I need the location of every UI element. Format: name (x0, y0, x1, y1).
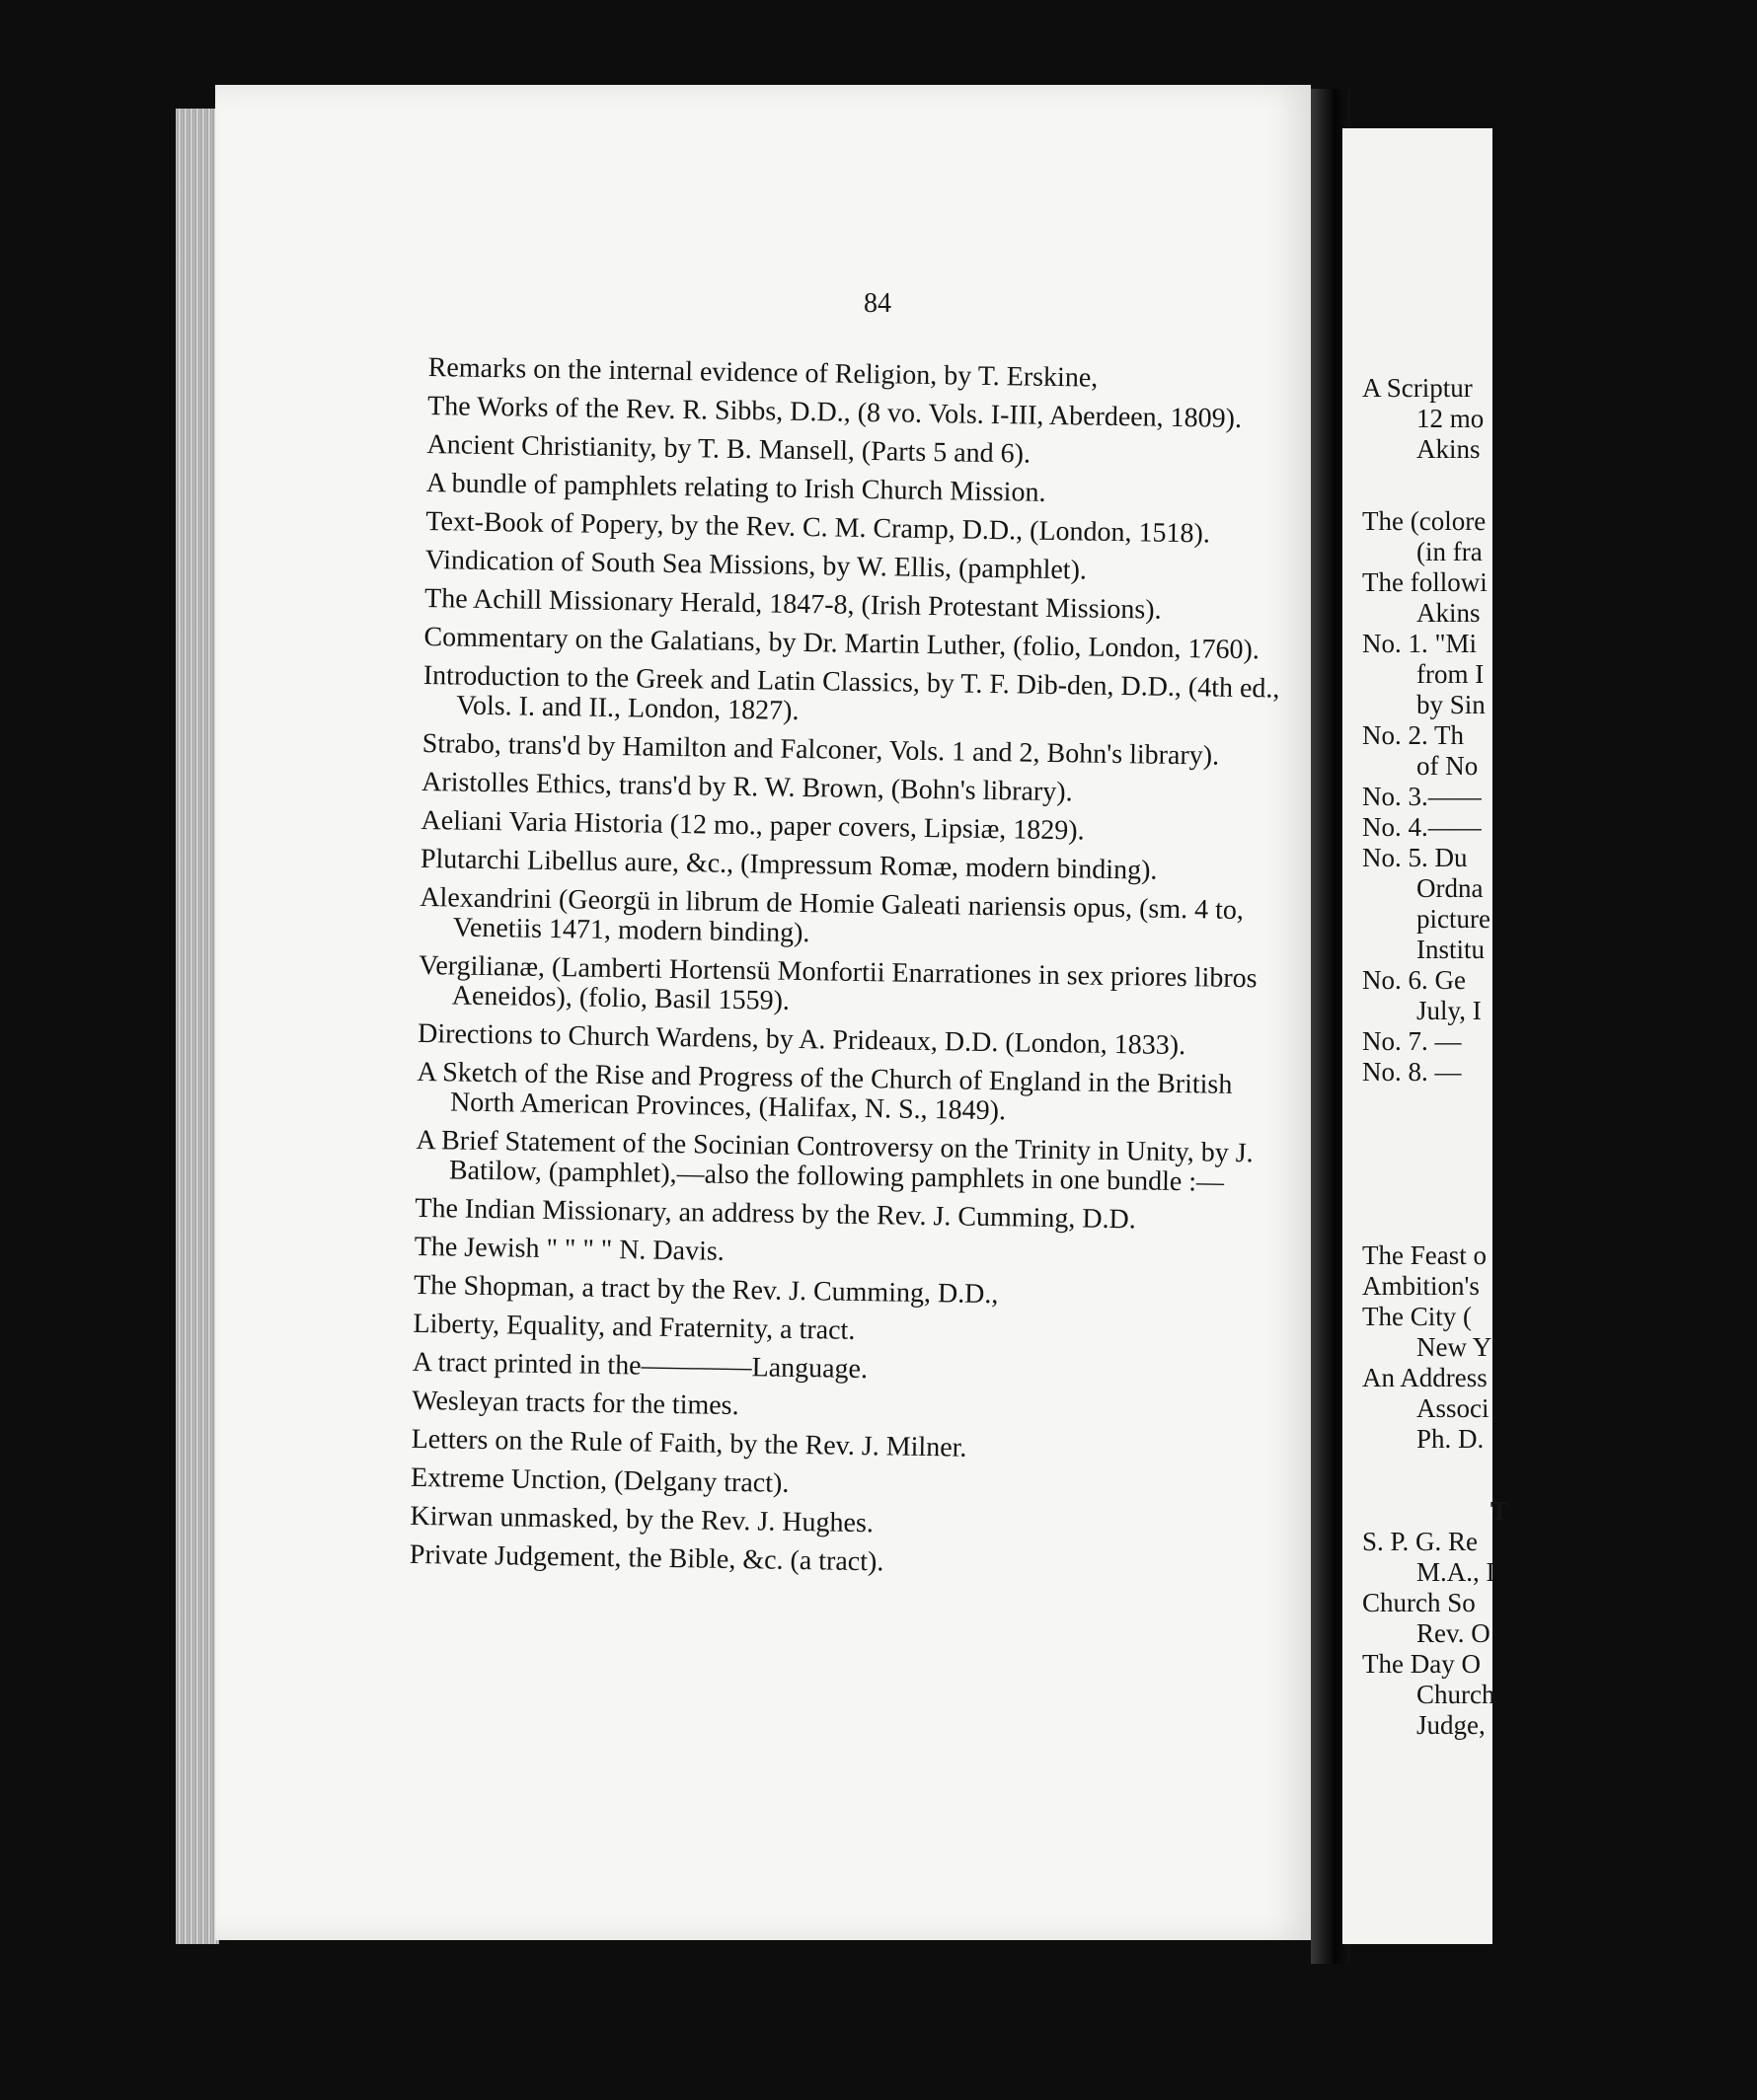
catalogue-entry: Vindication of South Sea Missions, by W. Ellis, (pamphlet). (424, 544, 1088, 586)
right-line: Rev. O (1416, 1618, 1490, 1648)
right-line: The (colore (1362, 506, 1487, 536)
catalogue-entry: The Shopman, a tract by the Rev. J. Cumming, D.D., (413, 1269, 999, 1311)
catalogue-entry: The Indian Missionary, an address by the Rev. J. Cumming, D.D. (415, 1192, 1137, 1236)
catalogue-entry: Extreme Unction, (Delgany tract). (410, 1462, 790, 1499)
right-line: Church (1416, 1680, 1495, 1709)
right-line: An Address (1362, 1363, 1488, 1392)
right-line: July, I (1416, 996, 1482, 1025)
catalogue-entry: Letters on the Rule of Faith, by the Rev. J. Milner. (411, 1423, 967, 1463)
catalogue-entry: Aeliani Varia Historia (12 mo., paper covers, Lipsiæ, 1829). (420, 804, 1085, 847)
right-line: Institu (1416, 935, 1486, 964)
right-line: Ordna (1416, 873, 1484, 903)
catalogue-entry: Strabo, trans'd by Hamilton and Falconer, Vols. 1 and 2, Bohn's library). (421, 727, 1220, 772)
right-line: Church So (1362, 1588, 1476, 1617)
catalogue-entry: A Sketch of the Rise and Progress of the Church of England in the British North American Provinces, (Halifax, N. S., 1849). (417, 1056, 1233, 1127)
catalogue-entry: Text-Book of Popery, by the Rev. C. M. Cramp, D.D., (London, 1518). (425, 505, 1211, 550)
right-line: No. 3.—— (1362, 782, 1482, 811)
right-line: No. 6. Ge (1362, 965, 1466, 995)
right-line: The Feast o (1362, 1240, 1487, 1270)
right-line: No. 2. Th (1362, 720, 1465, 750)
catalogue-entry: A bundle of pamphlets relating to Irish Church Mission. (425, 467, 1046, 508)
right-line: M.A., I (1416, 1557, 1495, 1587)
catalogue-entry: Introduction to the Greek and Latin Classics, by T. F. Dib-den, D.D., (4th ed., Vols. I. and II., London, 1827). (422, 659, 1280, 726)
right-line: No. 1. "Mi (1362, 629, 1478, 658)
right-line: Associ (1416, 1393, 1490, 1423)
right-line: Ambition's (1362, 1271, 1480, 1301)
catalogue-entry: Vergilianæ, (Lamberti Hortensü Monfortii Enarrationes in sex priores libros Aeneidos), (folio, Basil 1559). (419, 949, 1258, 1016)
catalogue-entry: Aristolles Ethics, trans'd by R. W. Brown, (Bohn's library). (420, 766, 1073, 808)
catalogue-entry: Remarks on the internal evidence of Religion, by T. Erskine, (427, 352, 1099, 394)
right-line: Judge, (1416, 1710, 1486, 1740)
right-line: The followi (1362, 567, 1488, 597)
catalogue-entry: Plutarchi Libellus aure, &c., (Impressum Romæ, modern binding). (420, 843, 1158, 886)
catalogue-entry: Wesleyan tracts for the times. (412, 1385, 739, 1422)
right-page-entries (1362, 373, 1757, 1741)
catalogue-entry: The Jewish " " " " N. Davis. (414, 1231, 725, 1267)
right-section-heading: T (1490, 1496, 1509, 1526)
right-line: by Sin (1416, 690, 1486, 719)
right-line: Akins (1416, 598, 1481, 628)
right-line: from I (1416, 659, 1485, 689)
page-number: 84 (864, 288, 891, 319)
catalogue-entry: A tract printed in the————Language. (412, 1346, 869, 1386)
catalogue-entry: Private Judgement, the Bible, &c. (a tract). (409, 1538, 884, 1578)
catalogue-entry: Directions to Church Wardens, by A. Prideaux, D.D. (London, 1833). (417, 1017, 1186, 1062)
catalogue-entries (409, 353, 1296, 1593)
right-line: of No (1416, 751, 1479, 781)
right-line: No. 8. — (1362, 1057, 1462, 1087)
right-line: A Scriptur (1362, 373, 1473, 403)
catalogue-entry: The Works of the Rev. R. Sibbs, D.D., (8 vo. Vols. I-III, Aberdeen, 1809). (426, 390, 1243, 434)
right-line: 12 mo (1416, 404, 1485, 433)
right-line: S. P. G. Re (1362, 1527, 1479, 1556)
right-line: picture (1416, 904, 1490, 934)
page-edges (176, 109, 219, 1944)
catalogue-entry: Kirwan unmasked, by the Rev. J. Hughes. (410, 1500, 875, 1539)
right-line: The Day O (1362, 1649, 1481, 1679)
right-line: Akins (1416, 434, 1481, 464)
right-line: (in fra (1416, 537, 1483, 566)
right-line: The City ( (1362, 1302, 1472, 1331)
catalogue-entry: Ancient Christianity, by T. B. Mansell, (Parts 5 and 6). (426, 428, 1031, 470)
right-line: No. 7. — (1362, 1026, 1462, 1056)
catalogue-entry: Liberty, Equality, and Fraternity, a tract. (413, 1308, 856, 1346)
right-line: New Y (1416, 1332, 1492, 1362)
catalogue-entry: Alexandrini (Georgü in librum de Homie Galeati nariensis opus, (sm. 4 to, Venetiis 1471, modern binding). (420, 881, 1245, 949)
catalogue-entry: A Brief Statement of the Socinian Controversy on the Trinity in Unity, by J. Batilow, (pamphlet),—also the following pamphlets in one bundle :— (416, 1124, 1254, 1198)
right-line: Ph. D. (1416, 1424, 1485, 1454)
right-line: No. 4.—— (1362, 812, 1482, 842)
right-page (1342, 128, 1509, 1944)
catalogue-entry: The Achill Missionary Herald, 1847-8, (Irish Protestant Missions). (423, 582, 1162, 626)
right-line: No. 5. Du (1362, 843, 1468, 872)
catalogue-entry: Commentary on the Galatians, by Dr. Martin Luther, (folio, London, 1760). (423, 621, 1260, 666)
